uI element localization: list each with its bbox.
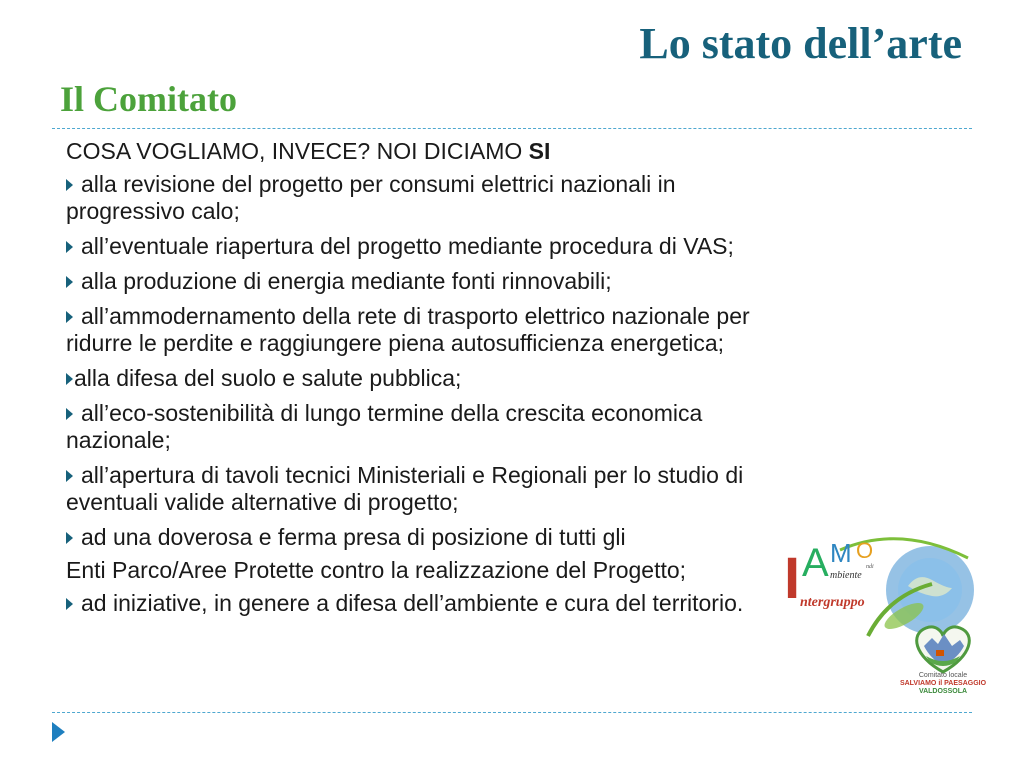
slide-title: Lo stato dell’arte	[639, 19, 962, 68]
bullet-text: alla revisione del progetto per consumi elettrici nazionali in	[81, 171, 676, 197]
logo-word-ondi: ndi	[866, 564, 874, 570]
bullet-text: alla produzione di energia mediante fonti rinnovabili;	[81, 268, 612, 294]
bullet-text: all’ammodernamento della rete di trasporto elettrico nazionale per	[81, 303, 750, 329]
bullet-arrow-icon	[66, 470, 73, 482]
comitato-caption-line1: Comitato locale	[918, 672, 968, 679]
logo-letter-o: O	[856, 538, 874, 563]
comitato-caption	[896, 672, 990, 696]
logo-word-intergruppo: ntergruppo	[800, 595, 865, 610]
bullet-item	[66, 365, 956, 392]
bullet-item	[66, 462, 956, 516]
comitato-caption-line3: VALDOSSOLA	[918, 688, 968, 695]
logo-word-ambiente: mbiente	[830, 570, 862, 581]
bullet-arrow-icon	[66, 532, 73, 544]
logo-letter-m: M	[830, 538, 852, 568]
bullet-arrow-icon	[66, 276, 73, 288]
bullet-item	[66, 400, 956, 454]
bullet-text-continued: progressivo calo;	[66, 198, 240, 224]
bullet-item	[66, 171, 956, 225]
bullet-arrow-icon	[66, 598, 73, 610]
play-arrow-icon[interactable]	[52, 722, 65, 742]
bullet-arrow-icon	[66, 179, 73, 191]
bullet-text: all’eventuale riapertura del progetto mediante procedura di VAS;	[81, 233, 734, 259]
bullet-text-continued: eventuali valide alternative di progetto;	[66, 489, 459, 515]
bullet-text: all’apertura di tavoli tecnici Ministeriali e Regionali per lo studio di	[81, 462, 744, 488]
bullet-item	[66, 268, 956, 295]
plain-text: Enti Parco/Aree Protette contro la realizzazione del Progetto;	[66, 557, 687, 583]
bullet-text-continued: ridurre le perdite e raggiungere piena autosufficienza energetica;	[66, 330, 725, 356]
slide-subtitle: Il Comitato	[60, 79, 237, 119]
intro-line	[66, 138, 956, 165]
bullet-arrow-icon	[66, 373, 73, 385]
logo-letter-a: A	[802, 541, 829, 585]
comitato-caption-line2: SALVIAMO il PAESAGGIO	[899, 680, 987, 687]
bullet-arrow-icon	[66, 408, 73, 420]
bullet-arrow-icon	[66, 311, 73, 323]
logo-letter-i: I	[784, 546, 801, 611]
bullet-text: ad una doverosa e ferma presa di posizione di tutti gli	[81, 524, 626, 550]
intro-strong: SI	[528, 138, 551, 164]
bottom-divider	[52, 712, 972, 713]
bullet-text: alla difesa del suolo e salute pubblica;	[74, 365, 462, 391]
top-divider	[52, 128, 972, 129]
bullet-item	[66, 233, 956, 260]
bullet-item	[66, 303, 956, 357]
intro-text: COSA VOGLIAMO, INVECE? NOI DICIAMO	[66, 138, 529, 164]
bullet-text: ad iniziative, in genere a difesa dell’ambiente e cura del territorio.	[81, 590, 744, 616]
bullet-text-continued: nazionale;	[66, 427, 171, 453]
bullet-arrow-icon	[66, 241, 73, 253]
bullet-text: all’eco-sostenibilità di lungo termine della crescita economica	[81, 400, 703, 426]
